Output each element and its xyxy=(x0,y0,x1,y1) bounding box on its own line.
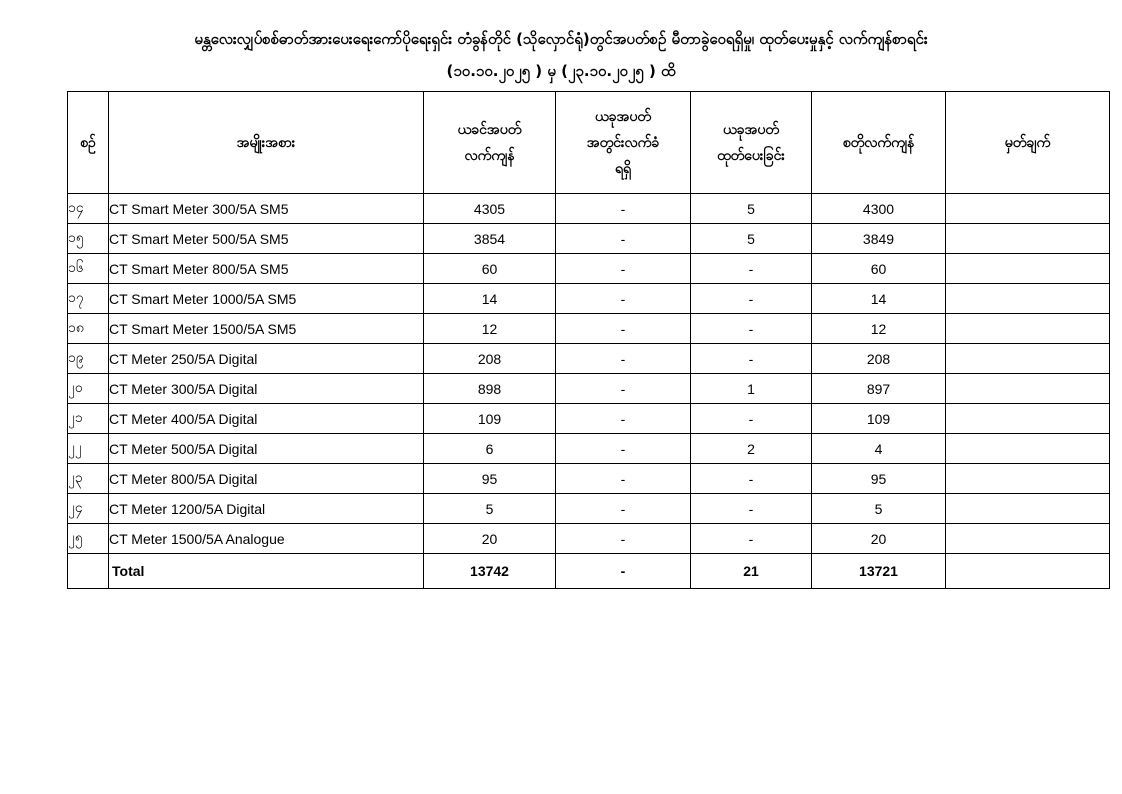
remarks-cell xyxy=(946,194,1110,224)
serial-cell: ၁၇ xyxy=(68,284,109,314)
received-cell: - xyxy=(556,314,691,344)
received-cell: - xyxy=(556,404,691,434)
previous-balance-cell: 12 xyxy=(424,314,556,344)
issued-cell: - xyxy=(691,254,812,284)
table-row xyxy=(68,254,1110,284)
total-remarks xyxy=(946,554,1110,589)
table-row xyxy=(68,404,1110,434)
table-header-row xyxy=(68,92,1110,194)
issued-cell: 1 xyxy=(691,374,812,404)
serial-cell: ၂၀ xyxy=(68,374,109,404)
store-balance-cell: 897 xyxy=(812,374,946,404)
item-type-cell: CT Smart Meter 500/5A SM5 xyxy=(109,224,424,254)
header-serial: စဉ် xyxy=(68,92,109,194)
previous-balance-cell: 4305 xyxy=(424,194,556,224)
previous-balance-cell: 3854 xyxy=(424,224,556,254)
remarks-cell xyxy=(946,494,1110,524)
received-cell: - xyxy=(556,464,691,494)
remarks-cell xyxy=(946,344,1110,374)
table-row xyxy=(68,284,1110,314)
store-balance-cell: 14 xyxy=(812,284,946,314)
header-item-type: အမျိုးအစား xyxy=(109,92,424,194)
remarks-cell xyxy=(946,314,1110,344)
table-row xyxy=(68,464,1110,494)
item-type-cell: CT Smart Meter 1000/5A SM5 xyxy=(109,284,424,314)
total-label: Total xyxy=(109,554,424,589)
report-title: မန္တလေးလျှပ်စစ်ဓာတ်အားပေးရေးကော်ပိုရေးရှင်း တံခွန်တိုင် (သိုလှောင်ရုံ)တွင်အပတ်စဉ် မီတာခွဲဝေရရှိမှု၊ ထုတ်ပေးမှုနှင့် လက်ကျန်စာရင်း xyxy=(194,30,928,48)
previous-balance-cell: 208 xyxy=(424,344,556,374)
store-balance-cell: 20 xyxy=(812,524,946,554)
item-type-cell: CT Meter 300/5A Digital xyxy=(109,374,424,404)
remarks-cell xyxy=(946,224,1110,254)
remarks-cell xyxy=(946,374,1110,404)
serial-cell: ၁၉ xyxy=(68,344,109,374)
store-balance-cell: 208 xyxy=(812,344,946,374)
item-type-cell: CT Meter 1200/5A Digital xyxy=(109,494,424,524)
received-cell: - xyxy=(556,524,691,554)
store-balance-cell: 109 xyxy=(812,404,946,434)
item-type-cell: CT Smart Meter 1500/5A SM5 xyxy=(109,314,424,344)
issued-cell: - xyxy=(691,464,812,494)
item-type-cell: CT Meter 400/5A Digital xyxy=(109,404,424,434)
store-balance-cell: 60 xyxy=(812,254,946,284)
remarks-cell xyxy=(946,254,1110,284)
issued-cell: - xyxy=(691,284,812,314)
header-issued-this-week: ယခုအပတ် ထုတ်ပေးခြင်း xyxy=(691,92,812,194)
serial-cell: ၁၅ xyxy=(68,224,109,254)
header-previous-balance: ယခင်အပတ် လက်ကျန် xyxy=(424,92,556,194)
previous-balance-cell: 60 xyxy=(424,254,556,284)
issued-cell: - xyxy=(691,344,812,374)
serial-cell: ၂၁ xyxy=(68,404,109,434)
received-cell: - xyxy=(556,224,691,254)
serial-cell: ၂၄ xyxy=(68,494,109,524)
previous-balance-cell: 898 xyxy=(424,374,556,404)
issued-cell: - xyxy=(691,314,812,344)
serial-cell: ၂၅ xyxy=(68,524,109,554)
serial-cell: ၂၂ xyxy=(68,434,109,464)
table-row xyxy=(68,224,1110,254)
remarks-cell xyxy=(946,404,1110,434)
previous-balance-cell: 20 xyxy=(424,524,556,554)
store-balance-cell: 12 xyxy=(812,314,946,344)
total-received: - xyxy=(556,554,691,589)
table-row xyxy=(68,524,1110,554)
store-balance-cell: 5 xyxy=(812,494,946,524)
table-row xyxy=(68,314,1110,344)
item-type-cell: CT Meter 1500/5A Analogue xyxy=(109,524,424,554)
header-remarks: မှတ်ချက် xyxy=(946,92,1110,194)
store-balance-cell: 95 xyxy=(812,464,946,494)
serial-cell: ၁၄ xyxy=(68,194,109,224)
received-cell: - xyxy=(556,284,691,314)
received-cell: - xyxy=(556,344,691,374)
header-store-balance: စတိုလက်ကျန် xyxy=(812,92,946,194)
total-previous-balance: 13742 xyxy=(424,554,556,589)
serial-cell: ၁၈ xyxy=(68,314,109,344)
received-cell: - xyxy=(556,254,691,284)
item-type-cell: CT Meter 800/5A Digital xyxy=(109,464,424,494)
total-serial xyxy=(68,554,109,589)
table-row xyxy=(68,374,1110,404)
store-balance-cell: 3849 xyxy=(812,224,946,254)
meter-stock-table xyxy=(67,91,1110,589)
total-store-balance: 13721 xyxy=(812,554,946,589)
serial-cell: ၁၆ xyxy=(68,254,109,284)
previous-balance-cell: 95 xyxy=(424,464,556,494)
issued-cell: 5 xyxy=(691,224,812,254)
table-row xyxy=(68,494,1110,524)
issued-cell: - xyxy=(691,494,812,524)
remarks-cell xyxy=(946,524,1110,554)
total-row xyxy=(68,554,1110,589)
store-balance-cell: 4300 xyxy=(812,194,946,224)
issued-cell: - xyxy=(691,404,812,434)
item-type-cell: CT Smart Meter 800/5A SM5 xyxy=(109,254,424,284)
issued-cell: 2 xyxy=(691,434,812,464)
table-row xyxy=(68,194,1110,224)
received-cell: - xyxy=(556,434,691,464)
remarks-cell xyxy=(946,464,1110,494)
store-balance-cell: 4 xyxy=(812,434,946,464)
previous-balance-cell: 109 xyxy=(424,404,556,434)
issued-cell: - xyxy=(691,524,812,554)
previous-balance-cell: 14 xyxy=(424,284,556,314)
item-type-cell: CT Meter 250/5A Digital xyxy=(109,344,424,374)
issued-cell: 5 xyxy=(691,194,812,224)
received-cell: - xyxy=(556,374,691,404)
table-row xyxy=(68,344,1110,374)
table-row xyxy=(68,434,1110,464)
remarks-cell xyxy=(946,284,1110,314)
received-cell: - xyxy=(556,494,691,524)
header-received-this-week: ယခုအပတ် အတွင်းလက်ခံ ရရှိ xyxy=(556,92,691,194)
previous-balance-cell: 5 xyxy=(424,494,556,524)
remarks-cell xyxy=(946,434,1110,464)
previous-balance-cell: 6 xyxy=(424,434,556,464)
item-type-cell: CT Meter 500/5A Digital xyxy=(109,434,424,464)
received-cell: - xyxy=(556,194,691,224)
total-issued: 21 xyxy=(691,554,812,589)
item-type-cell: CT Smart Meter 300/5A SM5 xyxy=(109,194,424,224)
report-date-range: (၁၀.၁၀.၂၀၂၅ ) မှ (၂၃.၁၀.၂၀၂၅ ) ထိ xyxy=(446,62,676,80)
serial-cell: ၂၃ xyxy=(68,464,109,494)
